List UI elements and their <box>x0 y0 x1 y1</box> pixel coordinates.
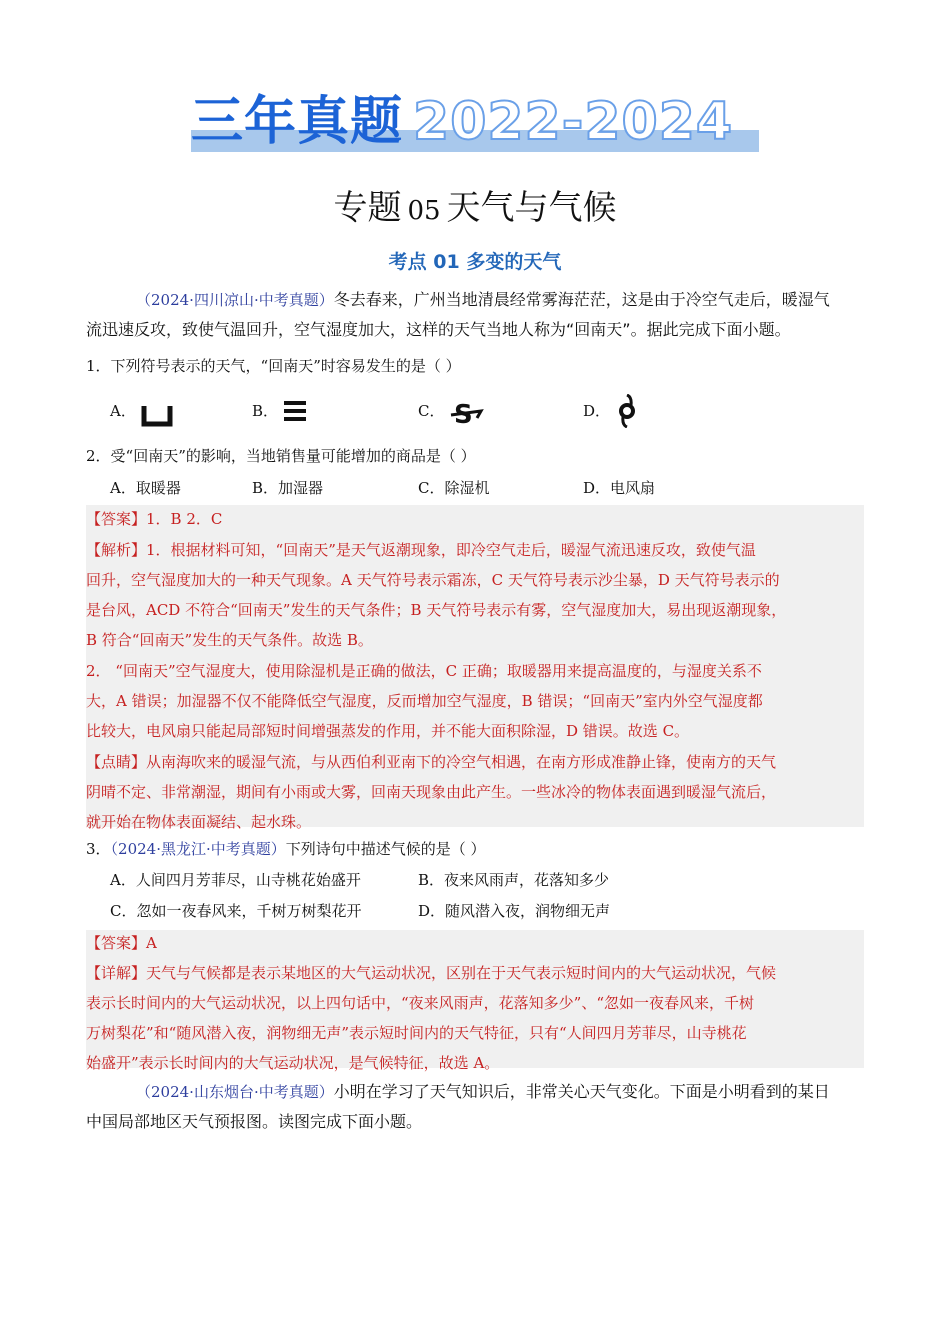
intro-line-1 <box>86 285 866 315</box>
answer-text: A <box>146 934 157 952</box>
fog-icon <box>281 398 311 428</box>
analysis-line: 回升，空气湿度加大的一种天气现象。A 天气符号表示霜冻，C 天气符号表示沙尘暴，D 天气符号表示的 <box>86 571 780 589</box>
svg-text:S: S <box>454 400 473 428</box>
title-number: 05 <box>407 196 441 226</box>
tip-1 <box>86 747 864 837</box>
title-suffix: 天气与气候 <box>446 188 617 228</box>
intro-text-2: 中国局部地区天气预报图。读图完成下面小题。 <box>86 1112 423 1131</box>
source-tag: （2024·黑龙江·中考真题） <box>110 840 286 858</box>
q2-option-a[interactable]: A．取暖器 <box>110 479 181 497</box>
q2-option-c[interactable]: C．除湿机 <box>418 479 490 497</box>
question-1: 1．下列符号表示的天气，“回南天”时容易发生的是（ ） <box>86 357 461 375</box>
section-heading: 考点 01 多变的天气 <box>388 251 562 273</box>
frost-icon <box>140 398 174 428</box>
q3-option-a[interactable]: A．人间四月芳菲尽，山寺桃花始盛开 <box>110 871 361 889</box>
q3-option-d[interactable]: D．随风潜入夜，润物细无声 <box>418 902 611 920</box>
analysis-line: 比较大，电风扇只能起局部短时间增强蒸发的作用，并不能大面积除湿，D 错误。故选 C。 <box>86 722 690 740</box>
q3-text: 下列诗句中描述气候的是（ ） <box>285 840 486 858</box>
analysis-tag: 【解析】 <box>86 541 147 559</box>
question-3 <box>86 834 486 864</box>
sandstorm-icon <box>448 398 484 428</box>
q2-option-b[interactable]: B．加湿器 <box>252 479 324 497</box>
tip-tag: 【点睛】 <box>86 753 147 771</box>
detail-line: 表示长时间内的大气运动状况，以上四句话中，“夜来风雨声，花落知多少”、“忽如一夜春风来，千树 <box>86 994 755 1012</box>
detail-line: 天气与气候都是表示某地区的大气运动状况，区别在于天气表示短时间内的大气运动状况，气候 <box>146 964 777 982</box>
analysis-line: 2． “回南天”空气湿度大，使用除湿机是正确的做法，C 正确；取暖器用来提高温度的，与湿度关系不 <box>86 662 762 680</box>
detail-line: 始盛开”表示长时间内的大气运动状况，是气候特征，故选 A。 <box>86 1054 500 1072</box>
q1-option-a[interactable]: A． <box>110 402 136 420</box>
header-banner <box>191 90 759 154</box>
q1-option-c[interactable]: C． <box>418 402 445 420</box>
analysis-line: 大，A 错误；加湿器不仅不能降低空气湿度，反而增加空气湿度，B 错误；“回南天”室内外空气湿度都 <box>86 692 763 710</box>
tip-line: 阴晴不定、非常潮湿，期间有小雨或大雾，回南天现象由此产生。一些冰冷的物体表面遇到暖湿气流后， <box>86 783 777 801</box>
tip-line: 从南海吹来的暖湿气流，与从西伯利亚南下的冷空气相遇，在南方形成准静止锋，使南方的天气 <box>146 753 777 771</box>
analysis-1 <box>86 535 864 655</box>
analysis-line: B 符合“回南天”发生的天气条件。故选 B。 <box>86 631 373 649</box>
detail-tag: 【详解】 <box>86 964 147 982</box>
page-title <box>0 180 950 229</box>
intro-line-1 <box>86 1077 866 1107</box>
banner-text <box>191 90 759 154</box>
question-2: 2．受“回南天”的影响，当地销售量可能增加的商品是（ ） <box>86 447 476 465</box>
q3-number: 3． <box>86 840 111 858</box>
answer-tag: 【答案】 <box>86 934 147 952</box>
intro-text-1: 小明在学习了天气知识后，非常关心天气变化。下面是小明看到的某日 <box>333 1082 830 1101</box>
q1-option-d[interactable]: D． <box>583 402 611 420</box>
detail-line: 万树梨花”和“随风潜入夜，润物细无声”表示短时间内的天气特征，只有“人间四月芳菲尽，山寺桃花 <box>86 1024 747 1042</box>
typhoon-icon <box>614 394 640 428</box>
intro-paragraph-1 <box>86 285 866 345</box>
source-tag: （2024·山东烟台·中考真题） <box>136 1083 334 1101</box>
title-prefix: 专题 <box>333 188 402 228</box>
analysis-line: 是台风，ACD 不符合“回南天”发生的天气条件；B 天气符号表示有雾，空气湿度加大，易出现返潮现象， <box>86 601 787 619</box>
intro-paragraph-2 <box>86 1077 866 1137</box>
tip-line: 就开始在物体表面凝结、起水珠。 <box>86 813 312 831</box>
q3-option-b[interactable]: B．夜来风雨声，花落知多少 <box>418 871 610 889</box>
analysis-line: 1．根据材料可知，“回南天”是天气返潮现象，即冷空气走后，暖湿气流迅速反攻，致使气温 <box>146 541 756 559</box>
answer-1 <box>86 504 864 534</box>
intro-text-1: 冬去春来，广州当地清晨经常雾海茫茫，这是由于冷空气走后，暖湿气 <box>333 290 830 309</box>
analysis-2 <box>86 656 864 746</box>
answer-text: 1．B 2．C <box>146 510 223 528</box>
answer-tag: 【答案】 <box>86 510 147 528</box>
source-tag: （2024·四川凉山·中考真题） <box>136 291 334 309</box>
banner-left-text: 三年真题 <box>191 92 404 152</box>
banner-right-text: 2022-2024 <box>413 92 734 152</box>
q3-option-c[interactable]: C．忽如一夜春风来，千树万树梨花开 <box>110 902 362 920</box>
answer-3 <box>86 928 864 958</box>
intro-text-2: 流迅速反攻，致使气温回升，空气湿度加大，这样的天气当地人称为“回南天”。据此完成下面小题。 <box>86 320 791 339</box>
q2-option-d[interactable]: D．电风扇 <box>583 479 656 497</box>
detail-3 <box>86 958 864 1078</box>
q1-option-b[interactable]: B． <box>252 402 279 420</box>
